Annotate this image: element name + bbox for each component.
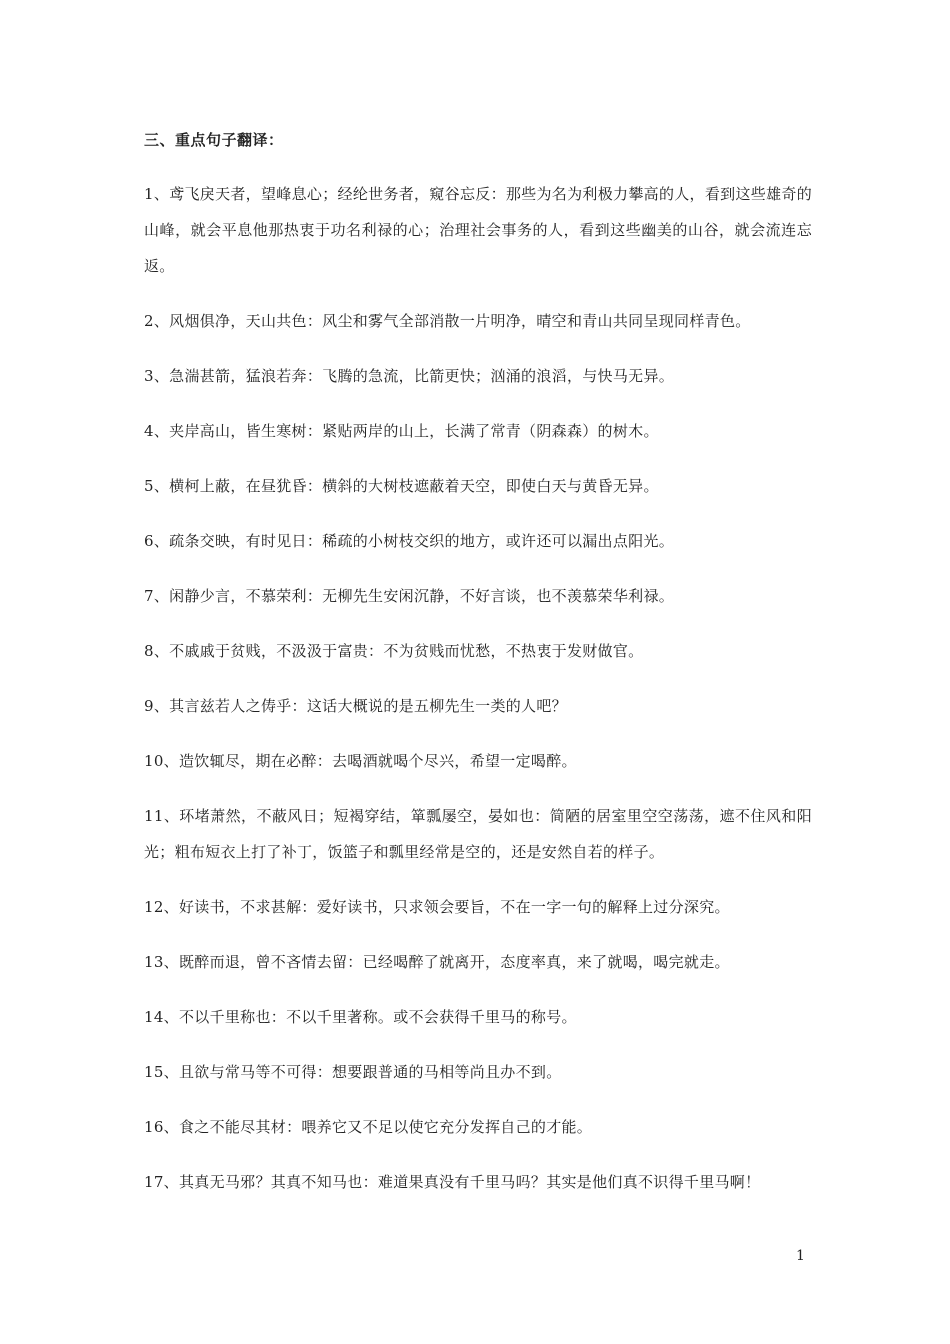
sentence-item-10: 10、造饮辄尽，期在必醉：去喝酒就喝个尽兴，希望一定喝醉。 [144, 752, 577, 770]
document-content [144, 128, 812, 1219]
sentence-item-15: 15、且欲与常马等不可得：想要跟普通的马相等尚且办不到。 [144, 1063, 562, 1081]
sentence-item-13: 13、既醉而退，曾不吝情去留：已经喝醉了就离开，态度率真，来了就喝，喝完就走。 [144, 953, 730, 971]
sentence-item-16: 16、食之不能尽其材：喂养它又不足以使它充分发挥自己的才能。 [144, 1118, 593, 1136]
page-number: 1 [796, 1248, 805, 1264]
sentence-item-2: 2、风烟俱净，天山共色：风尘和雾气全部消散一片明净，晴空和青山共同呈现同样青色。 [144, 312, 751, 330]
sentence-item-11: 11、环堵萧然，不蔽风日；短褐穿结，箪瓢屡空，晏如也：简陋的居室里空空荡荡，遮不住风和阳光；粗布短衣上打了补丁，饭篮子和瓢里经常是空的，还是安然自若的样子。 [144, 807, 812, 861]
sentence-item-7: 7、闲静少言，不慕荣利：无柳先生安闲沉静，不好言谈，也不羡慕荣华利禄。 [144, 587, 675, 605]
sentence-item-9: 9、其言兹若人之俦乎：这话大概说的是五柳先生一类的人吧？ [144, 697, 567, 715]
section-heading: 三、重点句子翻译： [144, 131, 284, 149]
sentence-item-17: 17、其真无马邪？其真不知马也：难道果真没有千里马吗？其实是他们真不识得千里马啊！ [144, 1173, 761, 1191]
sentence-item-5: 5、横柯上蔽，在昼犹昏：横斜的大树枝遮蔽着天空，即使白天与黄昏无异。 [144, 477, 659, 495]
sentence-item-8: 8、不戚戚于贫贱，不汲汲于富贵：不为贫贱而忧愁，不热衷于发财做官。 [144, 642, 644, 660]
sentence-item-4: 4、夹岸高山，皆生寒树：紧贴两岸的山上，长满了常青（阴森森）的树木。 [144, 422, 659, 440]
sentence-item-1: 1、鸢飞戾天者，望峰息心；经纶世务者，窥谷忘反：那些为名为利极力攀高的人，看到这些雄奇的山峰，就会平息他那热衷于功名利禄的心；治理社会事务的人，看到这些幽美的山谷，就会流连忘返。 [144, 185, 812, 275]
sentence-item-3: 3、急湍甚箭，猛浪若奔：飞腾的急流，比箭更快；汹涌的浪滔，与快马无异。 [144, 367, 675, 385]
sentence-item-14: 14、不以千里称也：不以千里著称。或不会获得千里马的称号。 [144, 1008, 577, 1026]
sentence-item-12: 12、好读书，不求甚解：爱好读书，只求领会要旨，不在一字一句的解释上过分深究。 [144, 898, 730, 916]
sentence-item-6: 6、疏条交映，有时见日：稀疏的小树枝交织的地方，或许还可以漏出点阳光。 [144, 532, 675, 550]
